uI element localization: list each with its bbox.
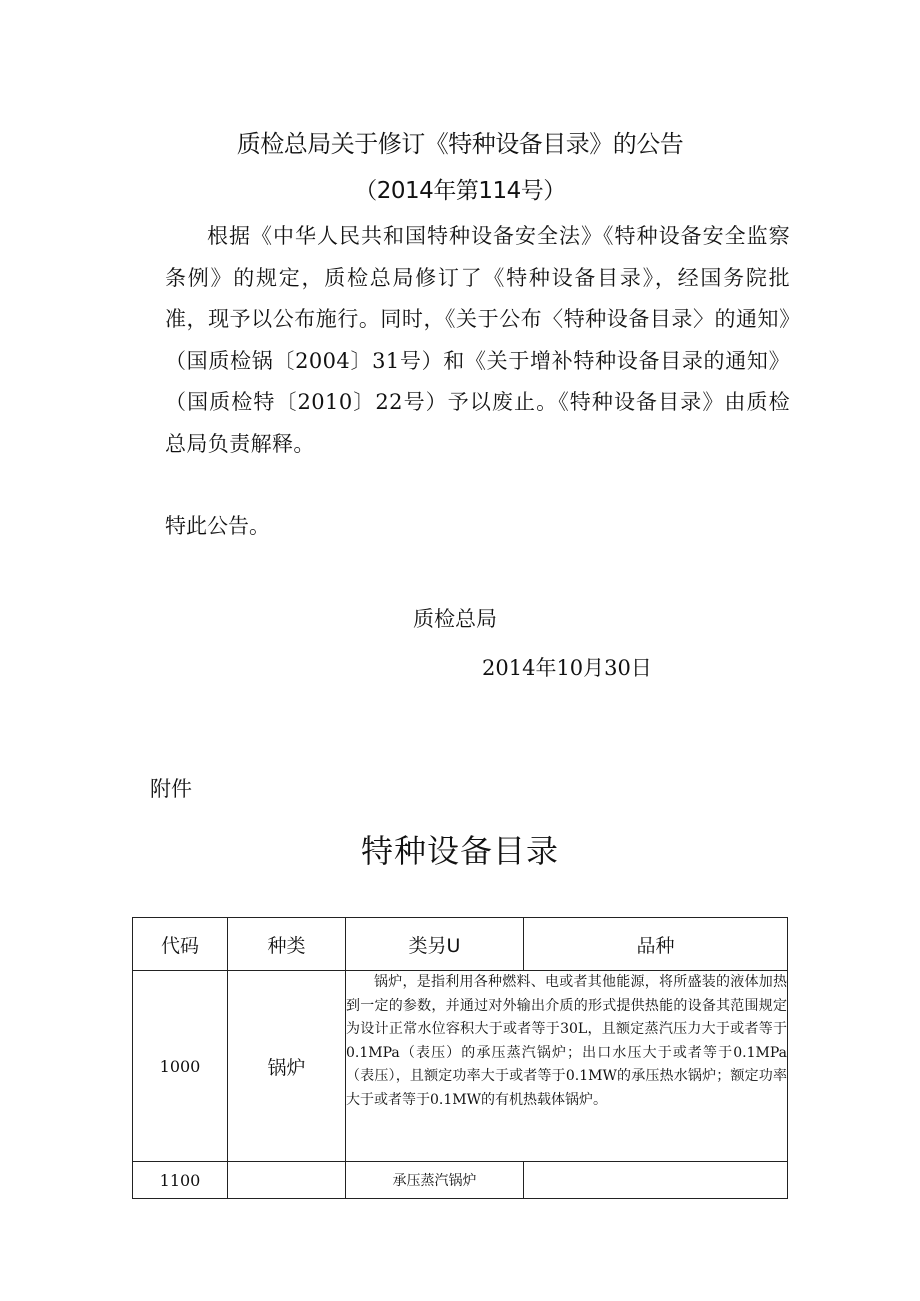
row-code: 1100	[133, 1162, 228, 1199]
row-description: 锅炉，是指利用各种燃料、电或者其他能源，将所盛装的液体加热到一定的参数，并通过对外输出介质的形式提供热能的设备其范围规定为设计正常水位容积大于或者等于30L，且额定蒸汽压力大于或者等于0.1MPa（表压）的承压蒸汽锅炉；出口水压大于或者等于0.1MPa（表压），且额定功率大于或者等于0.1MW的承压热水锅炉；额定功率大于或者等于0.1MW的有机热载体锅炉。	[346, 971, 788, 1162]
announcement-closing: 特此公告。	[165, 514, 270, 538]
table-header-row	[133, 918, 788, 971]
table-row	[133, 1162, 788, 1199]
catalog-table	[132, 917, 788, 1199]
announcement-number: （2014年第114号）	[354, 178, 566, 204]
catalog-title: 特种设备目录	[360, 832, 559, 870]
row-code: 1000	[133, 971, 228, 1162]
header-variety: 品种	[524, 918, 788, 971]
header-kind: 种类	[228, 918, 346, 971]
issue-date: 2014年10月30日	[482, 656, 652, 680]
row-kind	[228, 1162, 346, 1199]
row-variety	[524, 1162, 788, 1199]
row-kind: 锅炉	[228, 971, 346, 1162]
announcement-body: 根据《中华人民共和国特种设备安全法》《特种设备安全监察条例》的规定，质检总局修订了《特种设备目录》，经国务院批准，现予以公布施行。同时，《关于公布〈特种设备目录〉的通知》（国质检锅〔2004〕31号）和《关于增补特种设备目录的通知》（国质检特〔2010〕22号）予以废止。《特种设备目录》由质检总局负责解释。	[165, 224, 790, 456]
announcement-title: 质检总局关于修订《特种设备目录》的公告	[236, 130, 684, 158]
header-code: 代码	[133, 918, 228, 971]
issuer: 质检总局	[413, 607, 497, 631]
table-row	[133, 971, 788, 1162]
attachment-label: 附件	[150, 777, 192, 801]
row-category: 承压蒸汽锅炉	[346, 1162, 524, 1199]
header-category: 类另U	[346, 918, 524, 971]
